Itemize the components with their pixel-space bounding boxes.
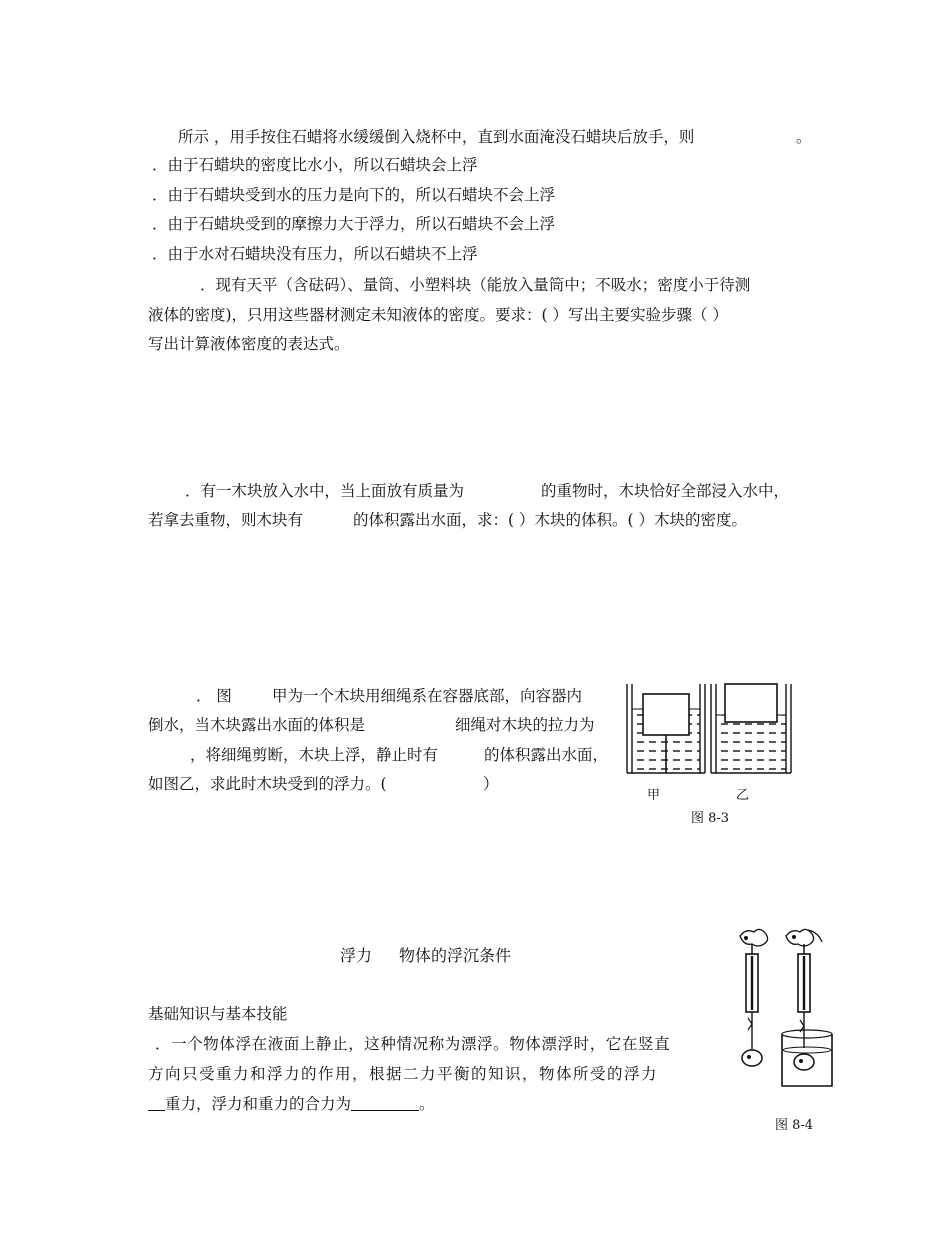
spring-scale-right xyxy=(782,929,832,1086)
density-question-line2: 液体的密度)，只用这些器材测定未知液体的密度。要求：( ）写出主要实验步骤（ ） xyxy=(148,306,728,324)
floating-question-line2: 方向只受重力和浮力的作用，根据二力平衡的知识，物体所受的浮力 xyxy=(148,1065,659,1083)
wood-question-line1b: 的重物时，木块恰好全部浸入水中， xyxy=(541,482,790,500)
container-jia xyxy=(627,684,705,773)
rope-question-line3a: ，将细绳剪断，木块上浮，静止时有 xyxy=(190,746,439,764)
figure-8-4-caption: 图 8-4 xyxy=(775,1118,814,1133)
floating-question-line1: ．一个物体浮在液面上静止，这种情况称为漂浮。物体漂浮时，它在竖直 xyxy=(155,1035,671,1053)
section-title-a: 浮力 xyxy=(340,946,373,965)
density-question-line3: 写出计算液体密度的表达式。 xyxy=(148,335,350,353)
wood-block-jia xyxy=(643,694,689,735)
wood-block-yi xyxy=(725,684,777,722)
rope-question-line1a: ． 图 xyxy=(196,687,232,705)
wood-question-line1a: ．有一木块放入水中，当上面放有质量为 xyxy=(185,482,465,500)
wood-question-line2a: 若拿去重物，则木块有 xyxy=(148,511,304,529)
container-yi xyxy=(711,684,791,773)
rope-question-line1b: 甲为一个木块用细绳系在容器底部，向容器内 xyxy=(272,687,583,705)
section-subtitle: 基础知识与基本技能 xyxy=(148,1005,288,1023)
option-d: ．由于水对石蜡块没有压力，所以石蜡块不上浮 xyxy=(152,245,478,263)
floating-question-line3a: 重力，浮力和重力的合力为 xyxy=(165,1095,352,1113)
figure-label-jia: 甲 xyxy=(647,788,661,803)
spring-scale-left xyxy=(740,929,768,1066)
floating-question-line3 xyxy=(148,1094,435,1114)
option-c: ．由于石蜡块受到的摩擦力大于浮力，所以石蜡块不会上浮 xyxy=(152,215,556,233)
question-stem: 所示 ，用手按住石蜡将水缓缓倒入烧杯中，直到水面淹没石蜡块后放手，则 xyxy=(178,128,695,146)
rope-question-line3b: 的体积露出水面， xyxy=(484,746,609,764)
wood-question-line2b: 的体积露出水面，求：( ）木块的体积。( ）木块的密度。 xyxy=(353,511,747,529)
question-stem-end: 。 xyxy=(796,128,812,146)
rope-question-line4a: 如图乙，求此时木块受到的浮力。( xyxy=(148,775,387,793)
answer-blank-2[interactable] xyxy=(351,1095,419,1111)
section-title-b: 物体的浮沉条件 xyxy=(399,946,512,965)
rope-question-line2b: 细绳对木块的拉力为 xyxy=(455,716,595,734)
rope-question-line2a: 倒水，当木块露出水面的体积是 xyxy=(148,716,366,734)
floating-question-line3b: 。 xyxy=(419,1095,435,1113)
figure-8-3-caption: 图 8-3 xyxy=(691,811,730,826)
figure-label-yi: 乙 xyxy=(736,788,750,803)
figure-8-3-diagram xyxy=(624,684,804,779)
option-a: ．由于石蜡块的密度比水小，所以石蜡块会上浮 xyxy=(152,156,478,174)
rope-question-line4b: ） xyxy=(483,775,499,793)
option-b: ．由于石蜡块受到水的压力是向下的，所以石蜡块不会上浮 xyxy=(152,186,556,204)
density-question-line1: ．现有天平（含砝码）、量筒、小塑料块（能放入量筒中；不吸水；密度小于待测 xyxy=(200,276,751,294)
answer-blank-1[interactable] xyxy=(148,1095,165,1111)
figure-8-4-diagram xyxy=(734,926,834,1091)
